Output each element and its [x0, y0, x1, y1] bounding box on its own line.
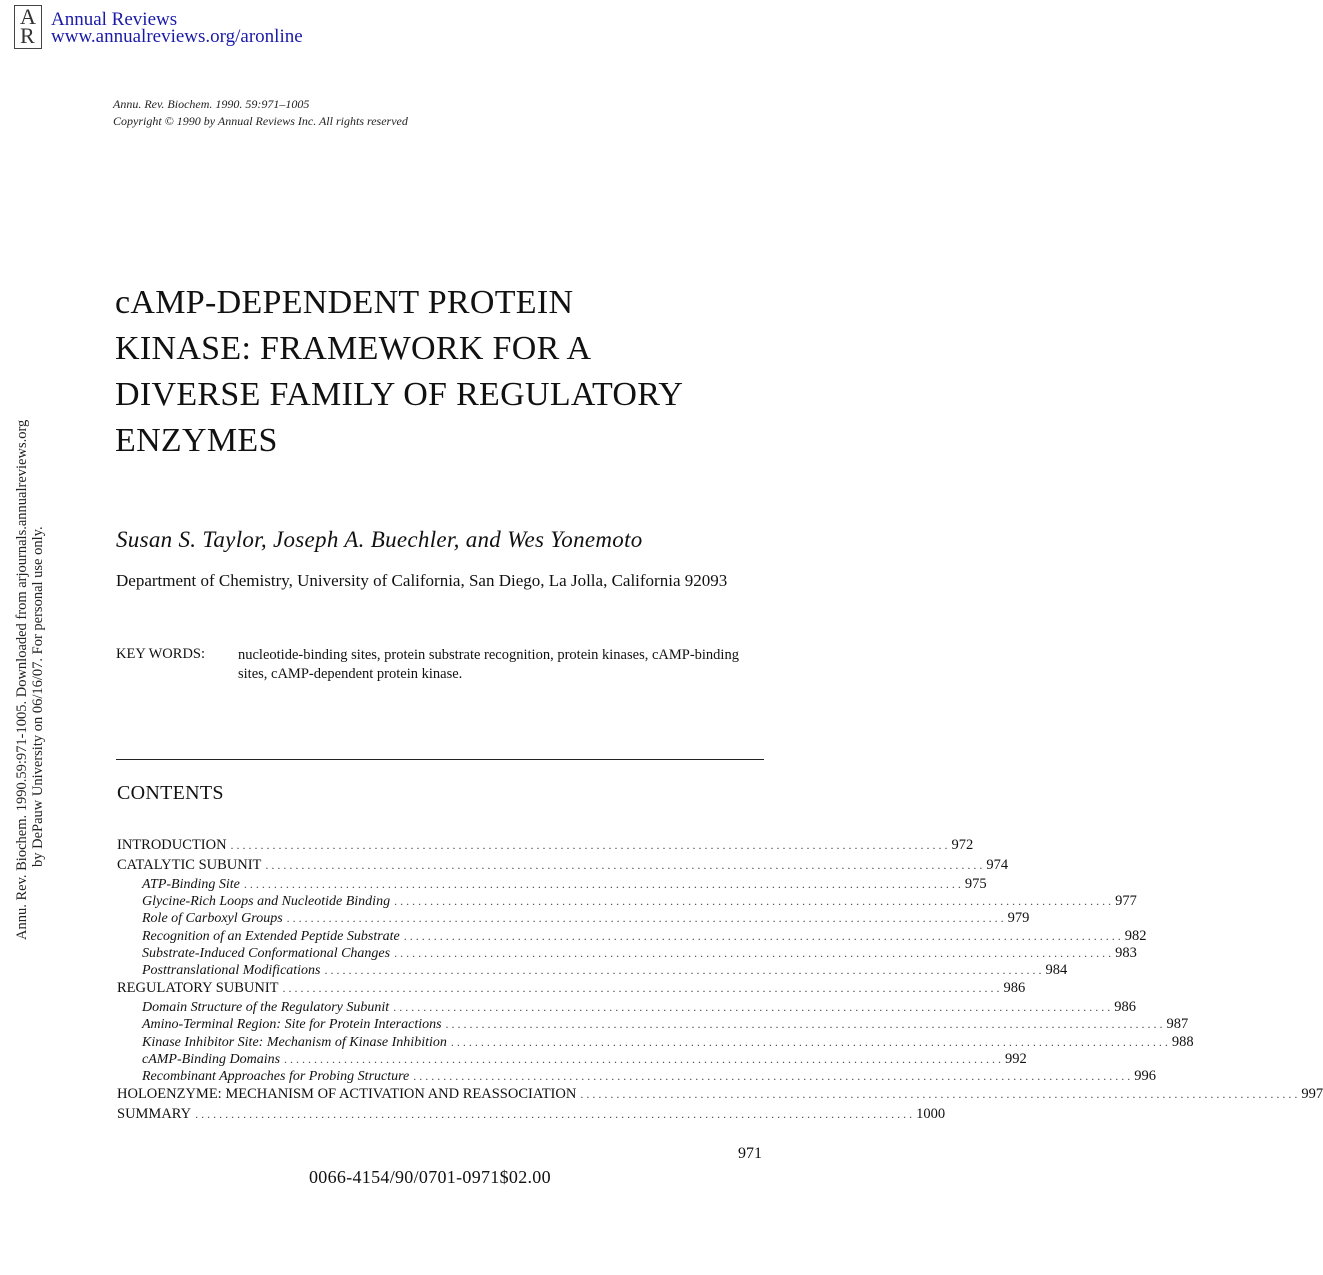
- toc-entry-title: Kinase Inhibitor Site: Mechanism of Kinase Inhibition: [142, 1034, 447, 1050]
- toc-entry-title: Role of Carboxyl Groups: [142, 911, 283, 927]
- toc-entry-page: 986: [1003, 980, 1026, 997]
- toc-dot-leader: . . . . . . . . . . . . . . . . . . . . . . . . . . . . . . . . . . . . . . . . . . . . . . . . . . . . . . . . . . . . . . . . . . . . . . . . . . . . . . . . . . . . . . . . . . . . . . . . . . . . . . . . . . . . . . . . . . . . . . . .: [243, 877, 961, 891]
- page-number: 971: [738, 1145, 762, 1162]
- toc-entry: [117, 893, 1137, 910]
- article-code: 0066-4154/90/0701-0971$02.00: [309, 1167, 551, 1187]
- download-notice-line-1: Annu. Rev. Biochem. 1990.59:971-1005. Downloaded from arjournals.annualreviews.org: [14, 419, 30, 940]
- logo-letter-a: A: [20, 4, 36, 29]
- toc-entry: [117, 980, 1026, 999]
- toc-entry-page: 996: [1134, 1067, 1157, 1084]
- toc-dot-leader: . . . . . . . . . . . . . . . . . . . . . . . . . . . . . . . . . . . . . . . . . . . . . . . . . . . . . . . . . . . . . . . . . . . . . . . . . . . . . . . . . . . . . . . . . . . . . . . . . . . . . . . . . . . . . . . . . . . . . . . .: [393, 1000, 1111, 1015]
- toc-entry: [117, 876, 987, 893]
- journal-citation: Annu. Rev. Biochem. 1990. 59:971–1005: [113, 97, 310, 111]
- toc-dot-leader: . . . . . . . . . . . . . . . . . . . . . . . . . . . . . . . . . . . . . . . . . . . . . . . . . . . . . . . . . . . . . . . . . . . . . . . . . . . . . . . . . . . . . . . . . . . . . . . . . . . . . . . . . . . . . . . . . . . . . . . .: [284, 1051, 1002, 1066]
- toc-dot-leader: . . . . . . . . . . . . . . . . . . . . . . . . . . . . . . . . . . . . . . . . . . . . . . . . . . . . . . . . . . . . . . . . . . . . . . . . . . . . . . . . . . . . . . . . . . . . . . . . . . . . . . . . . . . . . . . . . . . . . . . .: [580, 1087, 1298, 1102]
- toc-entry: [117, 1033, 1194, 1051]
- toc-dot-leader: . . . . . . . . . . . . . . . . . . . . . . . . . . . . . . . . . . . . . . . . . . . . . . . . . . . . . . . . . . . . . . . . . . . . . . . . . . . . . . . . . . . . . . . . . . . . . . . . . . . . . . . . . . . . . . . . . . . . . . . .: [403, 928, 1121, 943]
- toc-dot-leader: . . . . . . . . . . . . . . . . . . . . . . . . . . . . . . . . . . . . . . . . . . . . . . . . . . . . . . . . . . . . . . . . . . . . . . . . . . . . . . . . . . . . . . . . . . . . . . . . . . . . . . . . . . . . . . . . . . . . . . . .: [286, 911, 1004, 926]
- toc-entry-page: 974: [986, 857, 1009, 873]
- toc-entry-page: 992: [1005, 1050, 1027, 1067]
- toc-dot-leader: . . . . . . . . . . . . . . . . . . . . . . . . . . . . . . . . . . . . . . . . . . . . . . . . . . . . . . . . . . . . . . . . . . . . . . . . . . . . . . . . . . . . . . . . . . . . . . . . . . . . . . . . . . . . . . . . . . . . . . . .: [394, 945, 1112, 960]
- toc-entry-page: 982: [1124, 927, 1147, 944]
- toc-entry-page: 984: [1045, 961, 1068, 978]
- toc-dot-leader: . . . . . . . . . . . . . . . . . . . . . . . . . . . . . . . . . . . . . . . . . . . . . . . . . . . . . . . . . . . . . . . . . . . . . . . . . . . . . . . . . . . . . . . . . . . . . . . . . . . . . . . . . . . . . . . . . . . . . . . .: [445, 1017, 1163, 1032]
- authors: Susan S. Taylor, Joseph A. Buechler, and Wes Yonemoto: [116, 527, 643, 552]
- affiliation: Department of Chemistry, University of California, San Diego, La Jolla, California 92093: [116, 571, 728, 590]
- toc-entry: [117, 927, 1147, 945]
- toc-entry: [117, 1106, 946, 1125]
- journal-copyright: Copyright © 1990 by Annual Reviews Inc. All rights reserved: [113, 114, 408, 128]
- toc-entry-title: Glycine-Rich Loops and Nucleotide Binding: [142, 894, 391, 910]
- toc-dot-leader: . . . . . . . . . . . . . . . . . . . . . . . . . . . . . . . . . . . . . . . . . . . . . . . . . . . . . . . . . . . . . . . . . . . . . . . . . . . . . . . . . . . . . . . . . . . . . . . . . . . . . . . . . . . . . . . . . . . . . . . .: [230, 838, 948, 852]
- annual-reviews-logo-icon: [14, 5, 42, 49]
- toc-entry-page: 1000: [916, 1106, 946, 1123]
- toc-entry-page: 997: [1301, 1086, 1323, 1103]
- toc-entry-title: HOLOENZYME: MECHANISM OF ACTIVATION AND REASSOCIATION: [117, 1086, 577, 1103]
- table-of-contents: [117, 836, 1323, 1125]
- toc-entry-title: INTRODUCTION: [117, 837, 227, 853]
- journal-info: [113, 96, 408, 130]
- toc-dot-leader: . . . . . . . . . . . . . . . . . . . . . . . . . . . . . . . . . . . . . . . . . . . . . . . . . . . . . . . . . . . . . . . . . . . . . . . . . . . . . . . . . . . . . . . . . . . . . . . . . . . . . . . . . . . . . . . . . . . . . . . .: [413, 1068, 1131, 1083]
- toc-entry-title: Domain Structure of the Regulatory Subunit: [142, 1000, 390, 1016]
- article-title: [115, 280, 795, 464]
- toc-entry: [117, 961, 1068, 979]
- toc-dot-leader: . . . . . . . . . . . . . . . . . . . . . . . . . . . . . . . . . . . . . . . . . . . . . . . . . . . . . . . . . . . . . . . . . . . . . . . . . . . . . . . . . . . . . . . . . . . . . . . . . . . . . . . . . . . . . . . . . . . . . . . .: [324, 962, 1042, 977]
- download-notice-line-2: by DePauw University on 06/16/07. For personal use only.: [30, 526, 46, 867]
- toc-entry-title: Amino-Terminal Region: Site for Protein Interactions: [142, 1017, 442, 1033]
- toc-entry-title: Posttranslational Modifications: [142, 962, 321, 978]
- title-line: KINASE: FRAMEWORK FOR A: [115, 330, 592, 367]
- download-notice: [14, 420, 46, 940]
- toc-entry: [117, 910, 1030, 927]
- toc-entry-title: SUMMARY: [117, 1106, 192, 1123]
- toc-entry-page: 972: [951, 837, 974, 853]
- toc-dot-leader: . . . . . . . . . . . . . . . . . . . . . . . . . . . . . . . . . . . . . . . . . . . . . . . . . . . . . . . . . . . . . . . . . . . . . . . . . . . . . . . . . . . . . . . . . . . . . . . . . . . . . . . . . . . . . . . . . . . . . . . .: [282, 981, 1000, 996]
- toc-entry-page: 979: [1007, 910, 1030, 927]
- toc-entry: [117, 1067, 1157, 1085]
- toc-entry-title: Recombinant Approaches for Probing Structure: [142, 1068, 410, 1084]
- logo-letter-r: R: [20, 23, 35, 48]
- toc-entry-page: 983: [1115, 944, 1137, 961]
- toc-entry-title: Recognition of an Extended Peptide Substrate: [142, 928, 400, 944]
- keywords-label: KEY WORDS:: [116, 646, 206, 662]
- toc-entry: [117, 1050, 1027, 1068]
- toc-entry-title: ATP-Binding Site: [142, 877, 240, 892]
- title-line: DIVERSE FAMILY OF REGULATORY: [115, 376, 684, 413]
- toc-entry-title: REGULATORY SUBUNIT: [117, 980, 279, 997]
- publisher-link[interactable]: Annual Reviews: [51, 9, 178, 30]
- toc-entry: [117, 837, 974, 856]
- toc-entry: [117, 944, 1137, 962]
- toc-entry-page: 988: [1171, 1033, 1194, 1050]
- toc-dot-leader: . . . . . . . . . . . . . . . . . . . . . . . . . . . . . . . . . . . . . . . . . . . . . . . . . . . . . . . . . . . . . . . . . . . . . . . . . . . . . . . . . . . . . . . . . . . . . . . . . . . . . . . . . . . . . . . . . . . . . . . .: [195, 1107, 913, 1122]
- publisher-url-link[interactable]: www.annualreviews.org/aronline: [51, 26, 303, 47]
- toc-dot-leader: . . . . . . . . . . . . . . . . . . . . . . . . . . . . . . . . . . . . . . . . . . . . . . . . . . . . . . . . . . . . . . . . . . . . . . . . . . . . . . . . . . . . . . . . . . . . . . . . . . . . . . . . . . . . . . . . . . . . . . . .: [265, 858, 983, 872]
- toc-entry-page: 987: [1166, 1016, 1189, 1033]
- toc-dot-leader: . . . . . . . . . . . . . . . . . . . . . . . . . . . . . . . . . . . . . . . . . . . . . . . . . . . . . . . . . . . . . . . . . . . . . . . . . . . . . . . . . . . . . . . . . . . . . . . . . . . . . . . . . . . . . . . . . . . . . . . .: [394, 894, 1112, 909]
- toc-entry-title: Substrate-Induced Conformational Changes: [142, 945, 391, 961]
- toc-entry: [117, 857, 1009, 876]
- toc-entry-title: cAMP-Binding Domains: [142, 1051, 281, 1067]
- toc-entry: [117, 1016, 1189, 1033]
- contents-heading: CONTENTS: [117, 782, 224, 804]
- keywords-text: nucleotide-binding sites, protein substrate recognition, protein kinases, cAMP-binding sites, cAMP-dependent protein kinase.: [238, 647, 739, 682]
- toc-entry-page: 977: [1115, 893, 1137, 910]
- section-divider: [116, 759, 764, 760]
- toc-entry-title: CATALYTIC SUBUNIT: [117, 857, 262, 873]
- toc-entry: [117, 1086, 1323, 1105]
- toc-entry: [117, 999, 1136, 1016]
- toc-dot-leader: . . . . . . . . . . . . . . . . . . . . . . . . . . . . . . . . . . . . . . . . . . . . . . . . . . . . . . . . . . . . . . . . . . . . . . . . . . . . . . . . . . . . . . . . . . . . . . . . . . . . . . . . . . . . . . . . . . . . . . . .: [450, 1034, 1168, 1049]
- toc-entry-page: 975: [964, 876, 987, 892]
- title-line: cAMP-DEPENDENT PROTEIN: [115, 284, 574, 321]
- title-line: ENZYMES: [115, 422, 278, 459]
- toc-entry-page: 986: [1114, 999, 1136, 1016]
